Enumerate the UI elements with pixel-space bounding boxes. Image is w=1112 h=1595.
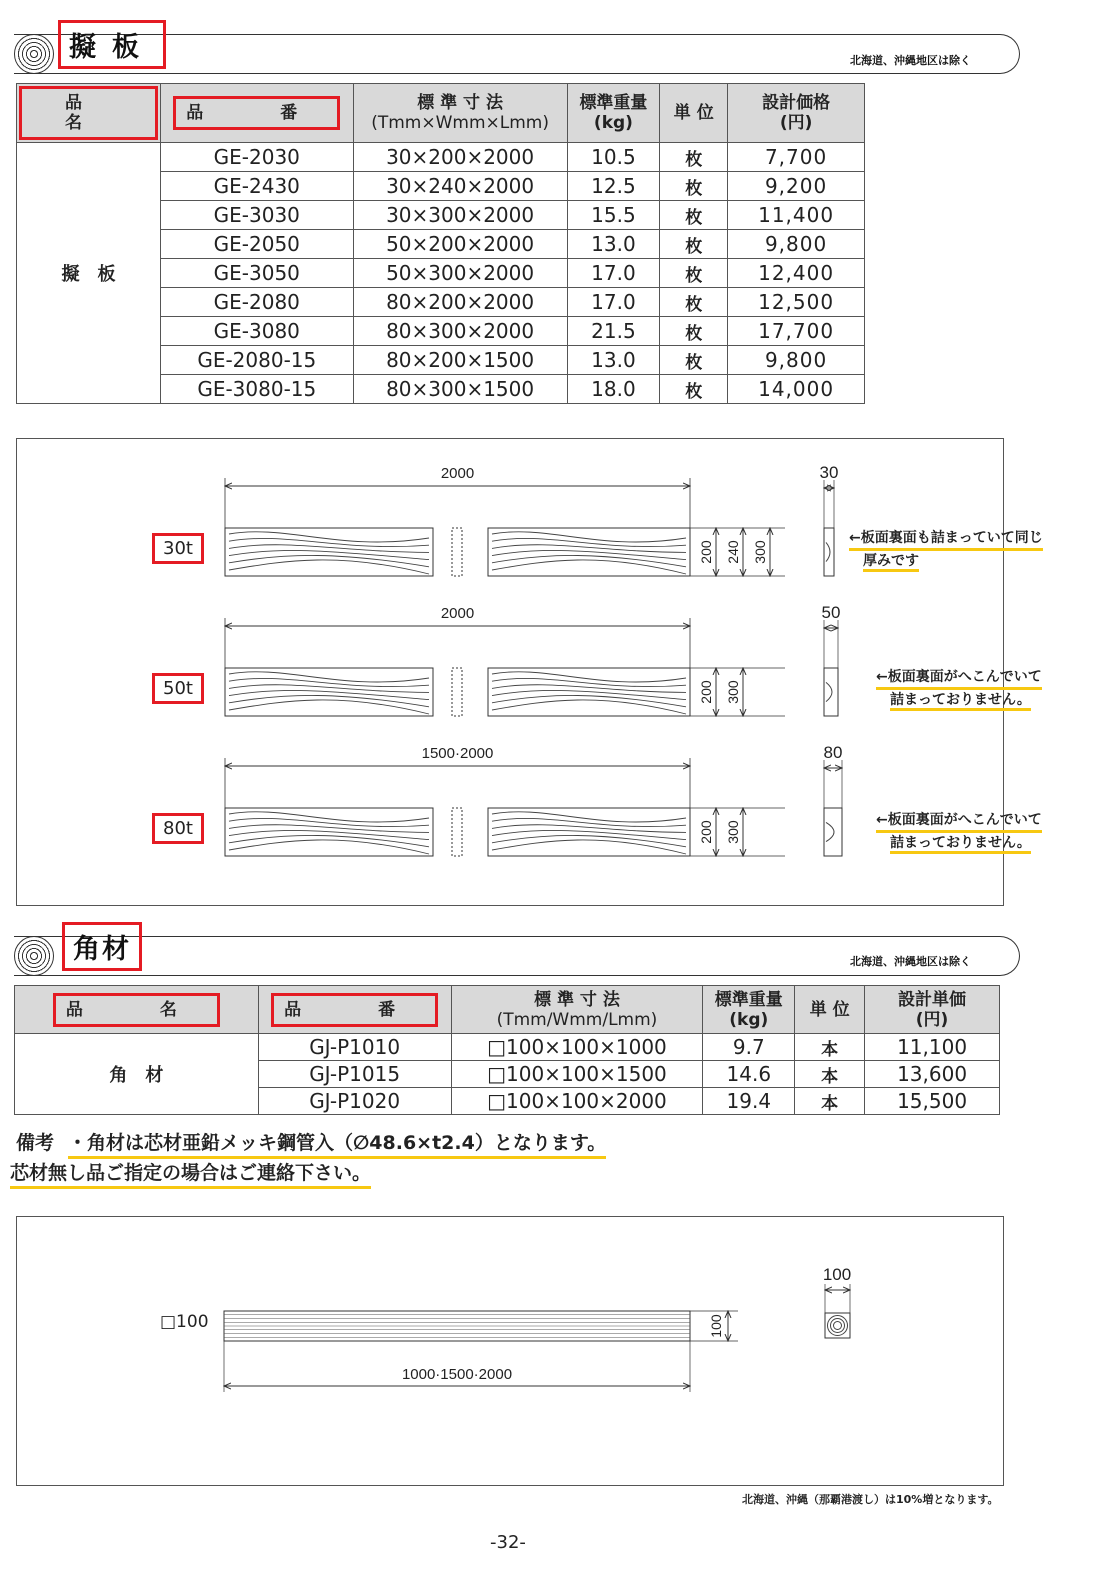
- cell-code: GJ-P1010: [258, 1034, 451, 1061]
- cell-size: 50×300×2000: [353, 259, 567, 288]
- board-note-50t: ←板面裏面がへこんでいて 詰まっておりません。: [876, 667, 1042, 710]
- section-title-1: 擬板: [58, 20, 166, 69]
- length-dim-50t-label: 2000: [440, 605, 475, 622]
- header-code: 品 番: [258, 986, 451, 1034]
- cell-price: 12,500: [728, 288, 865, 317]
- product-table-2: [14, 985, 1000, 1115]
- thickness-label: 80: [823, 743, 843, 762]
- board-break-30t: [452, 528, 462, 576]
- lumber-end-label: 100: [822, 1265, 852, 1284]
- cell-size: 80×200×2000: [353, 288, 567, 317]
- cell-price: 9,800: [728, 346, 865, 375]
- cell-weight: 18.0: [567, 375, 660, 404]
- cell-price: 7,700: [728, 143, 865, 172]
- cell-size: 30×300×2000: [353, 201, 567, 230]
- cell-unit: 枚: [660, 346, 728, 375]
- cell-weight: 17.0: [567, 259, 660, 288]
- cell-weight: 13.0: [567, 230, 660, 259]
- length-dim-30t-label: 2000: [440, 465, 475, 482]
- cell-price: 14,000: [728, 375, 865, 404]
- cell-unit: 本: [795, 1061, 865, 1088]
- lumber-height-label: 100: [708, 1314, 724, 1338]
- lumber-length-label: 1000·1500·2000: [401, 1366, 513, 1383]
- cell-unit: 枚: [660, 317, 728, 346]
- width-dim-label: 200: [698, 540, 714, 564]
- cell-price: 17,700: [728, 317, 865, 346]
- header-name: 品 名: [17, 84, 161, 143]
- footer-note: 北海道、沖縄（那覇港渡し）は10%増となります。: [742, 1493, 999, 1506]
- thickness-label: 30: [819, 463, 839, 482]
- header-size: 標 準 寸 法 (Tmm/Wmm/Lmm): [451, 986, 703, 1034]
- header-price: 設計単価 (円): [865, 986, 1000, 1034]
- cell-size: 80×300×1500: [353, 375, 567, 404]
- remarks-label: 備考: [16, 1132, 55, 1154]
- cell-code: GE-3080-15: [160, 375, 353, 404]
- header-unit: 単 位: [795, 986, 865, 1034]
- cell-unit: 枚: [660, 230, 728, 259]
- cell-price: 9,800: [728, 230, 865, 259]
- width-dim-label: 300: [752, 540, 768, 564]
- cell-price: 12,400: [728, 259, 865, 288]
- header-weight: 標準重量 (kg): [567, 84, 660, 143]
- width-dim-label: 240: [725, 540, 741, 564]
- cell-weight: 14.6: [703, 1061, 795, 1088]
- width-dim-label: 200: [698, 680, 714, 704]
- cell-size: 80×300×2000: [353, 317, 567, 346]
- cell-weight: 9.7: [703, 1034, 795, 1061]
- cell-unit: 枚: [660, 201, 728, 230]
- board-label-50t: 50t: [152, 673, 204, 704]
- wood-ring-icon: [14, 936, 54, 976]
- cell-weight: 12.5: [567, 172, 660, 201]
- cell-size: 30×240×2000: [353, 172, 567, 201]
- header-code: 品 番: [160, 84, 353, 143]
- board-note-30t: ←板面裏面も詰まっていて同じ 厚みです: [849, 528, 1043, 571]
- header-unit: 単 位: [660, 84, 728, 143]
- width-dim-label: 300: [725, 820, 741, 844]
- header-price: 設計価格 (円): [728, 84, 865, 143]
- cell-price: 9,200: [728, 172, 865, 201]
- lumber-section-label: □100: [160, 1312, 209, 1332]
- cell-code: GE-2430: [160, 172, 353, 201]
- table-row: [15, 1034, 1000, 1061]
- page-number: -32-: [490, 1532, 526, 1553]
- cell-code: GE-3030: [160, 201, 353, 230]
- cell-code: GE-3080: [160, 317, 353, 346]
- header-weight: 標準重量 (kg): [703, 986, 795, 1034]
- board-break-80t: [452, 808, 462, 856]
- cell-unit: 枚: [660, 288, 728, 317]
- product-name-cell: 角 材: [15, 1034, 259, 1115]
- board-end-30t: [824, 528, 834, 576]
- cell-price: 13,600: [865, 1061, 1000, 1088]
- board-end-50t: [824, 668, 838, 716]
- cell-size: □100×100×1500: [451, 1061, 703, 1088]
- cell-price: 11,100: [865, 1034, 1000, 1061]
- product-name-cell: 擬 板: [17, 143, 161, 404]
- header-name: 品 名: [15, 986, 259, 1034]
- width-dim-label: 300: [725, 680, 741, 704]
- cell-code: GE-2030: [160, 143, 353, 172]
- width-dim-label: 200: [698, 820, 714, 844]
- section-title-2: 角材: [62, 922, 142, 971]
- thickness-label: 50: [821, 603, 841, 622]
- cell-unit: 本: [795, 1034, 865, 1061]
- cell-unit: 枚: [660, 172, 728, 201]
- remarks-line-1: 備考 ・角材は芯材亜鉛メッキ鋼管入（∅48.6×t2.4）となります。: [16, 1128, 606, 1155]
- remarks-line-2: 芯材無し品ご指定の場合はご連絡下さい。: [10, 1158, 371, 1185]
- board-label-30t: 30t: [152, 533, 204, 564]
- section-note-2: 北海道、沖縄地区は除く: [850, 955, 971, 968]
- cell-unit: 枚: [660, 375, 728, 404]
- cell-code: GE-2080-15: [160, 346, 353, 375]
- cell-size: 50×200×2000: [353, 230, 567, 259]
- cell-weight: 19.4: [703, 1088, 795, 1115]
- cell-size: □100×100×2000: [451, 1088, 703, 1115]
- cell-weight: 15.5: [567, 201, 660, 230]
- header-size: 標 準 寸 法 (Tmm×Wmm×Lmm): [353, 84, 567, 143]
- cell-size: 80×200×1500: [353, 346, 567, 375]
- cell-unit: 枚: [660, 259, 728, 288]
- board-end-80t: [824, 808, 842, 856]
- cell-code: GE-3050: [160, 259, 353, 288]
- lumber-diagram-panel: [16, 1216, 1004, 1486]
- cell-size: 30×200×2000: [353, 143, 567, 172]
- cell-weight: 17.0: [567, 288, 660, 317]
- board-break-50t: [452, 668, 462, 716]
- cell-price: 15,500: [865, 1088, 1000, 1115]
- section-note-1: 北海道、沖縄地区は除く: [850, 54, 971, 67]
- cell-code: GE-2080: [160, 288, 353, 317]
- length-dim-80t-label: 1500·2000: [421, 745, 494, 762]
- cell-weight: 10.5: [567, 143, 660, 172]
- cell-unit: 本: [795, 1088, 865, 1115]
- cell-weight: 21.5: [567, 317, 660, 346]
- cell-code: GJ-P1020: [258, 1088, 451, 1115]
- cell-unit: 枚: [660, 143, 728, 172]
- cell-code: GJ-P1015: [258, 1061, 451, 1088]
- cell-size: □100×100×1000: [451, 1034, 703, 1061]
- cell-code: GE-2050: [160, 230, 353, 259]
- board-label-80t: 80t: [152, 813, 204, 844]
- board-note-80t: ←板面裏面がへこんでいて 詰まっておりません。: [876, 810, 1042, 853]
- cell-weight: 13.0: [567, 346, 660, 375]
- cell-price: 11,400: [728, 201, 865, 230]
